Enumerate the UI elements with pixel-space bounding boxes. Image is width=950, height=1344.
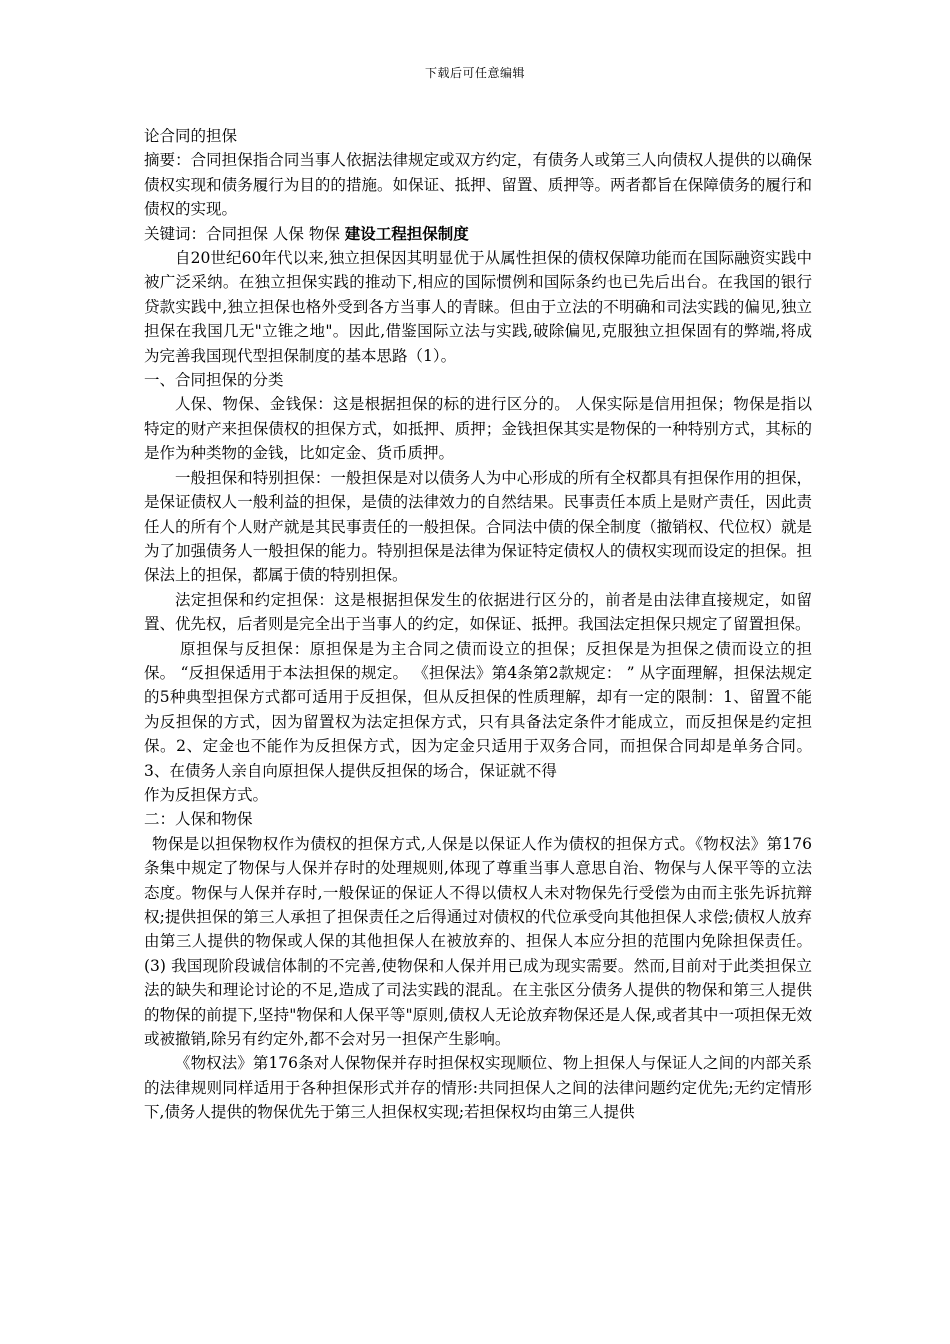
abstract: 摘要：合同担保指合同当事人依据法律规定或双方约定，有债务人或第三人向债权人提供的以确保债权实现和债务履行为目的的措施。如保证、抵押、留置、质押等。两者都旨在保障债务的履行和债权的实现。 — [144, 151, 812, 219]
document-title: 论合同的担保 — [144, 127, 238, 145]
keywords-text: 关键词：合同担保 人保 物保 — [144, 224, 345, 243]
document-body — [144, 124, 812, 1125]
paragraph-classification-2: 一般担保和特别担保：一般担保是对以债务人为中心形成的所有全权都具有担保作用的担保，是保证债权人一般利益的担保，是债的法律效力的自然结果。民事责任本质上是财产责任，因此责任人的所有个人财产就是其民事责任的一般担保。合同法中债的保全制度（撤销权、代位权）就是为了加强债务人一般担保的能力。特别担保是法律为保证特定债权人的债权实现而设定的担保。担保法上的担保，都属于债的特别担保。 — [144, 468, 812, 585]
paragraph-security-1: 物保是以担保物权作为债权的担保方式,人保是以保证人作为债权的担保方式。《物权法》第176条集中规定了物保与人保并存时的处理规则,体现了尊重当事人意思自治、物保与人保平等的立法态度。物保与人保并存时,一般保证的保证人不得以债权人未对物保先行受偿为由而主张先诉抗辩权;提供担保的第三人承担了担保责任之后得通过对债权的代位承受向其他担保人求偿;债权人放弃由第三人提供的物保或人保的其他担保人在被放弃的、担保人本应分担的范围内免除担保责任。(3) 我国现阶段诚信体制的不完善,使物保和人保并用已成为现实需要。然而,目前对于此类担保立法的缺失和理论讨论的不足,造成了司法实践的混乱。在主张区分债务人提供的物保和第三人提供的物保的前提下,坚持"物保和人保平等"原则,债权人无论放弃物保还是人保,或者其中一项担保无效或被撤销,除另有约定外,都不会对另一担保产生影响。 — [144, 834, 812, 1049]
paragraph-classification-1: 人保、物保、金钱保：这是根据担保的标的进行区分的。 人保实际是信用担保；物保是指以特定的财产来担保债权的担保方式，如抵押、质押；金钱担保其实是物保的一种特别方式，其标的是作为种类物的金钱，比如定金、货币质押。 — [144, 395, 812, 463]
keywords — [144, 222, 812, 246]
section-heading-2: 二：人保和物保 — [144, 810, 253, 829]
intro-paragraph: 自20世纪60年代以来,独立担保因其明显优于从属性担保的债权保障功能而在国际融资实践中被广泛采纳。在独立担保实践的推动下,相应的国际惯例和国际条约也已先后出台。在我国的银行贷款实践中,独立担保也格外受到各方当事人的青睐。但由于立法的不明确和司法实践的偏见,独立担保在我国几无"立锥之地"。因此,借鉴国际立法与实践,破除偏见,克服独立担保固有的弊端,将成为完善我国现代型担保制度的基本思路（1）。 — [144, 249, 812, 365]
paragraph-classification-4-continued: 作为反担保方式。 — [144, 785, 269, 804]
section-heading-1: 一、合同担保的分类 — [144, 371, 284, 390]
paragraph-classification-3: 法定担保和约定担保：这是根据担保发生的依据进行区分的，前者是由法律直接规定，如留置、优先权，后者则是完全出于当事人的约定，如保证、抵押。我国法定担保只规定了留置担保。 — [144, 590, 812, 634]
page-header: 下载后可任意编辑 — [424, 66, 525, 80]
keywords-bold: 建设工程担保制度 — [344, 223, 469, 243]
paragraph-classification-4: 原担保与反担保：原担保是为主合同之债而设立的担保；反担保是为担保之债而设立的担保。 “反担保适用于本法担保的规定。 《担保法》第4条第2款规定： ” 从字面理解，担保法规定的5种典型担保方式都可适用于反担保，但从反担保的性质理解，却有一定的限制：1、留置不能为反担保的方式，因为留置权为法定担保方式，只有具备法定条件才能成立，而反担保是约定担保。2、定金也不能作为反担保方式，因为定金只适用于双务合同，而担保合同却是单务合同。3、在债务人亲自向原担保人提供反担保的场合，保证就不得 — [144, 639, 812, 780]
paragraph-security-2: 《物权法》第176条对人保物保并存时担保权实现顺位、物上担保人与保证人之间的内部关系的法律规则同样适用于各种担保形式并存的情形:共同担保人之间的法律问题约定优先;无约定情形下,债务人提供的物保优先于第三人担保权实现;若担保权均由第三人提供 — [144, 1054, 812, 1122]
